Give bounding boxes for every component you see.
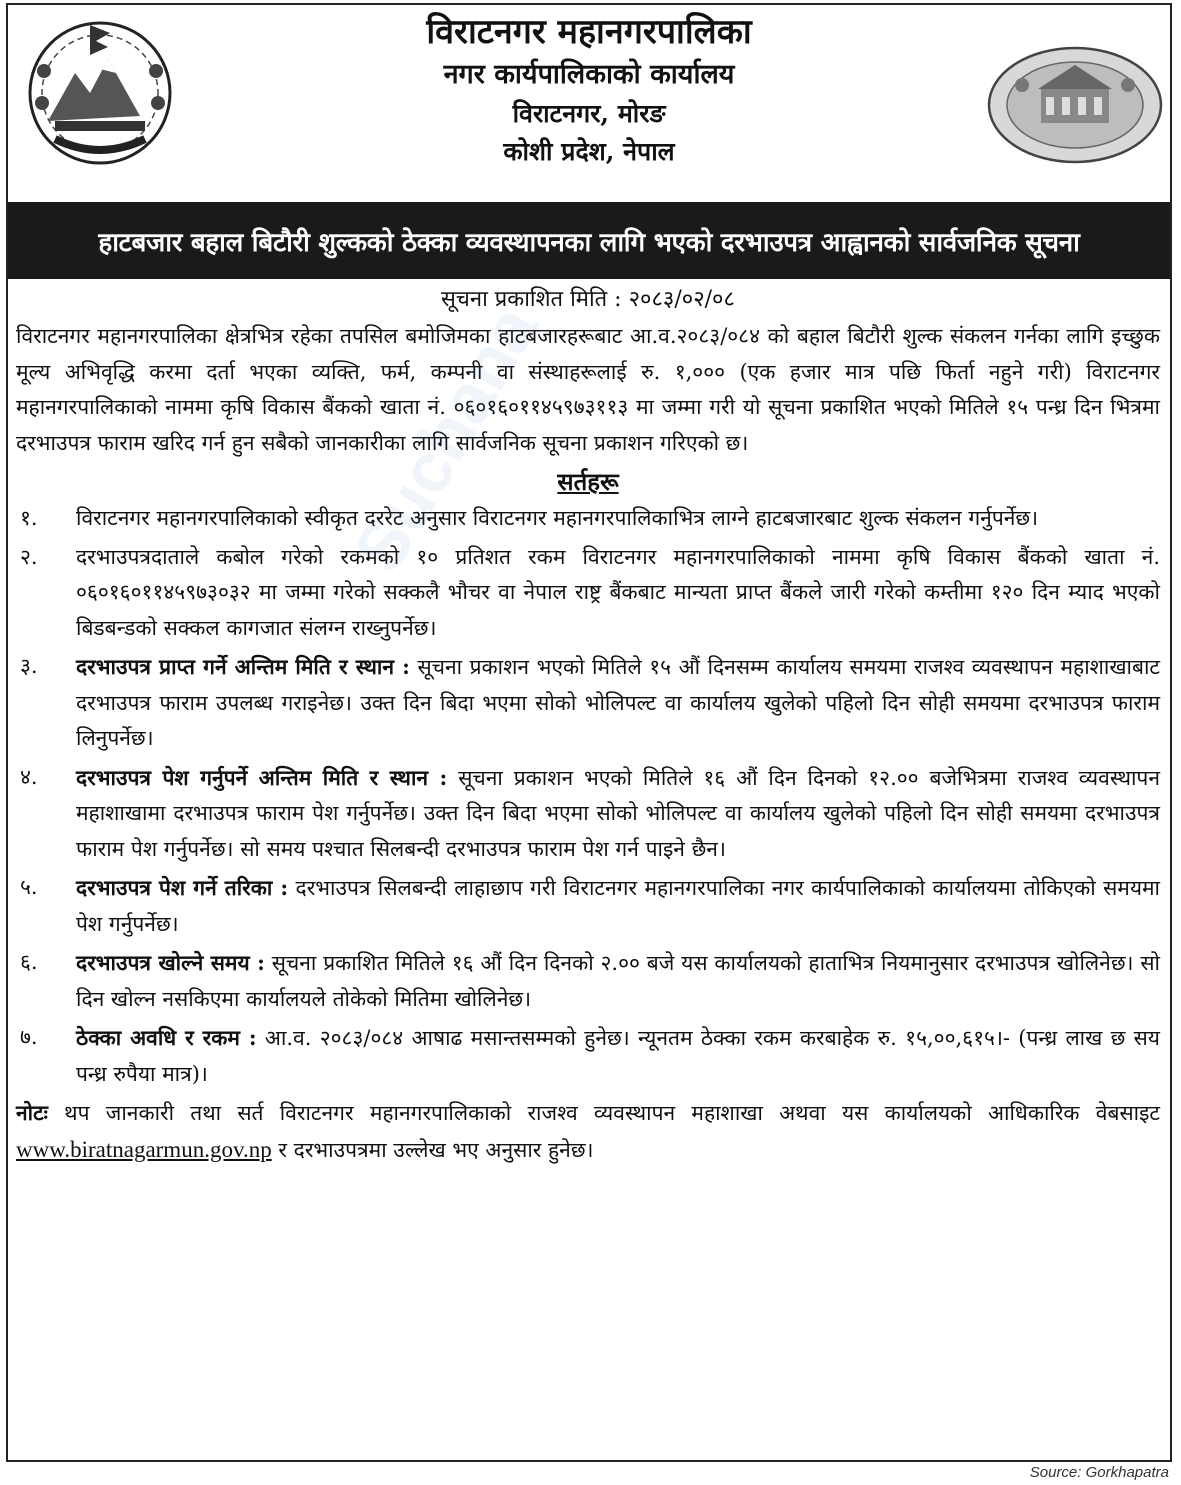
watermark: Suchana: [338, 292, 553, 585]
note-text: थप जानकारी तथा सर्त विराटनगर महानगरपालिकाको राजश्व व्यवस्थापन महाशाखा अथवा यस कार्यालयको आधिकारिक वेबसाइट: [64, 1101, 1160, 1125]
published-date: सूचना प्रकाशित मिति : २०८३/०२/०८: [441, 287, 735, 312]
conditions-list: [16, 501, 1160, 1092]
condition-item: [16, 649, 1160, 757]
condition-text: सूचना प्रकाशित मितिले १६ औं दिन दिनको २.०० बजे यस कार्यालयको हाताभित्र नियमानुसार दरभाउपत्र खोलिनेछ। सो दिन खोल्न नसकिएमा कार्यालयले तोकेको मितिमा खोलिनेछ।: [76, 951, 1160, 1011]
organization-block: [208, 5, 970, 171]
note-label: नोटः: [16, 1100, 48, 1125]
condition-heading: दरभाउपत्र खोल्ने समय :: [76, 950, 265, 975]
condition-item: [16, 501, 1160, 537]
city-line: विराटनगर, मोरङ: [512, 99, 666, 128]
condition-text: दरभाउपत्रदाताले कबोल गरेको रकमको १० प्रतिशत रकम विराटनगर महानगरपालिकाको नाममा कृषि विकास बैंकको खाता नं. ०६०१६०११४५९७३०३२ मा जम्मा गरेको सक्कलै भौचर वा नेपाल राष्ट्र बैंकबाट मान्यता प्राप्त बैंकले जारी गरेको कम्तीमा १२० दिन म्याद भएको बिडबन्डको सक्कल कागजात संलग्न राख्नुपर्नेछ।: [76, 544, 1160, 640]
condition-number: ७.: [20, 1025, 38, 1049]
notice-header: [8, 5, 1170, 202]
condition-number: ४.: [20, 764, 38, 789]
condition-number: १.: [20, 506, 38, 530]
notice-body: [16, 281, 1160, 1189]
condition-number: २.: [20, 544, 38, 569]
province-line: कोशी प्रदेश, नेपाल: [503, 137, 675, 166]
condition-item: [16, 760, 1160, 868]
condition-item: [16, 1020, 1160, 1092]
office-name: नगर कार्यपालिकाको कार्यालय: [443, 59, 735, 90]
condition-text: सूचना प्रकाशन भएको मितिले १६ औं दिन दिनको १२.०० बजेभित्रमा राजश्व व्यवस्थापन महाशाखामा दरभाउपत्र फाराम पेश गर्नुपर्नेछ। उक्त दिन बिदा भएमा सोको भोलिपल्ट वा कार्यालय खुलेको पहिलो दिन सोही समयमा दरभाउपत्र फाराम पेश गर्नुपर्नेछ। सो समय पश्चात सिलबन्दी दरभाउपत्र फाराम पेश गर्न पाइने छैन।: [76, 765, 1161, 861]
condition-number: ६.: [20, 950, 38, 974]
condition-number: ५.: [20, 875, 38, 899]
org-name: विराटनगर महानगरपालिका: [426, 12, 752, 52]
nepal-emblem-icon: [20, 11, 180, 171]
condition-item: [16, 540, 1160, 647]
intro-paragraph: विराटनगर महानगरपालिका क्षेत्रभित्र रहेका तपसिल बमोजिमका हाटबजारहरूबाट आ.व.२०८३/०८४ को बहाल बिटौरी शुल्क संकलन गर्नका लागि इच्छुक मूल्य अभिवृद्धि करमा दर्ता भएका व्यक्ति, फर्म, कम्पनी वा संस्थाहरूलाई रु. १,००० (एक हजार मात्र पछि फिर्ता नहुने गरी) विराटनगर महानगरपालिकाको नाममा कृषि विकास बैंकको खाता नं. ०६०१६०११४५९७३११३ मा जम्मा गरी यो सूचना प्रकाशित भएको मितिले १५ पन्ध्र दिन भित्रमा दरभाउपत्र फाराम खरिद गर्न हुन सबैको जानकारीका लागि सार्वजनिक सूचना प्रकाशन गरिएको छ।: [16, 324, 1160, 455]
conditions-heading: सर्तहरू: [557, 467, 619, 496]
condition-heading: ठेक्का अवधि र रकम :: [76, 1025, 257, 1050]
note-text-end: र दरभाउपत्रमा उल्लेख भए अनुसार हुनेछ।: [278, 1137, 594, 1162]
condition-heading: दरभाउपत्र पेश गर्नुपर्ने अन्तिम मिति र स्थान :: [76, 764, 448, 790]
condition-item: [16, 870, 1160, 942]
note-paragraph: [16, 1095, 1160, 1168]
condition-text: दरभाउपत्र सिलबन्दी लाहाछाप गरी विराटनगर महानगरपालिका नगर कार्यपालिकाको कार्यालयमा तोकिएको समयमा पेश गर्नुपर्नेछ।: [76, 876, 1160, 936]
tender-notice: [6, 3, 1172, 1462]
condition-text: आ.व. २०८३/०८४ आषाढ मसान्तसम्मको हुनेछ। न्यूनतम ठेक्का रकम करबाहेक रु. १५,००,६१५।- (पन्ध्र लाख छ सय पन्ध्र रुपैया मात्र)।: [76, 1026, 1160, 1086]
metropolitan-logo-icon: [986, 45, 1164, 165]
notice-title-banner: हाटबजार बहाल बिटौरी शुल्कको ठेक्का व्यवस्थापनका लागि भएको दरभाउपत्र आह्वानको सार्वजनिक सूचना: [8, 202, 1170, 279]
condition-heading: दरभाउपत्र प्राप्त गर्ने अन्तिम मिति र स्थान :: [76, 654, 410, 679]
condition-heading: दरभाउपत्र पेश गर्ने तरिका :: [76, 875, 289, 900]
condition-text: सूचना प्रकाशन भएको मितिले १५ औं दिनसम्म कार्यालय समयमा राजश्व व्यवस्थापन महाशाखाबाट दरभाउपत्र फाराम उपलब्ध गराइनेछ। उक्त दिन बिदा भएमा सोको भोलिपल्ट वा कार्यालय खुलेको पहिलो दिन सोही समयमा दरभाउपत्र फाराम लिनुपर्नेछ।: [76, 655, 1160, 750]
source-credit: Source: Gorkhapatra: [1029, 1464, 1169, 1481]
website-link[interactable]: www.biratnagarmun.gov.np: [16, 1136, 272, 1162]
condition-item: [16, 945, 1160, 1017]
condition-text: विराटनगर महानगरपालिकाको स्वीकृत दररेट अनुसार विराटनगर महानगरपालिकाभित्र लाग्ने हाटबजारबाट शुल्क संकलन गर्नुपर्नेछ।: [76, 506, 1039, 530]
condition-number: ३.: [20, 654, 38, 678]
